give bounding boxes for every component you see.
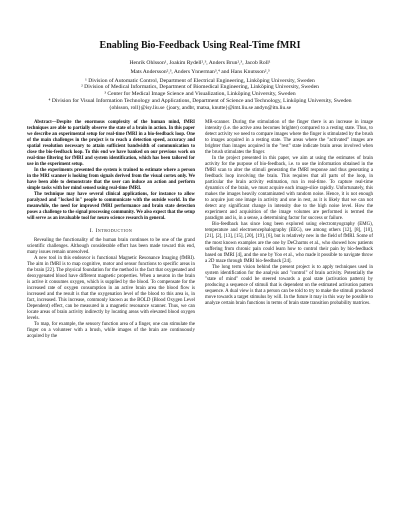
section-heading-introduction: I. Introduction [89, 227, 133, 234]
authors-line-2: Mats Andersson²,³, Anders Ynnerman³,⁴ and Hans Knutsson²,³ [130, 68, 270, 75]
two-column-body [27, 120, 373, 341]
affiliation-4: ⁴ Division for Visual Information Technology and Applications, Department of Science and Technology, Linköping University, Sweden [48, 97, 352, 104]
abstract-paragraph: The technique may have several clinical applications, for instance to allow paralyzed and "locked in" people to communicate with the outside world. In the meanwhile, the need for improved fMRI performance and brain state detection poses a challenge to the signal processing community. We also expect that the setup will serve as an invaluable tool for neuro science research in general. [27, 191, 195, 221]
affiliation-3: ³ Center for Medical Image Science and Visualization, Linköping University, Sweden [104, 91, 296, 98]
author-emails: {ohlsson, roll}@isy.liu.se {joary, andbr, matsa, knutte}@imt.liu.se andyn@itn.liu.se [108, 104, 292, 111]
affiliation-1: ¹ Division of Automatic Control, Department of Electrical Engineering, Linköping University, Sweden [85, 77, 315, 84]
body-paragraph: Bio-feedback has since long been explored using electromyography (EMG), temperature and electroencephalography (EEG), see among others [12], [8], [10], [21], [2], [13], [15], [20], [19], [6], but is relatively new in the field of fMRI. Some of the most known examples are the one by DeCharms et al., who showed how patients suffering from chronic pain could learn how to control their pain by bio-feedback based on fMRI [4], and the one by Yoo et al., who made it possible to navigate throw a 2D maze through fMRI bio-feedback [24]. [205, 222, 373, 264]
abstract-paragraph: In the experiments presented the system is trained to estimate where a person in the MRI scanner is looking from signals derived from the visual cortex only. We have been able to demonstrate that the user can induce an action and perform simple tasks with her mind sensed using real-time fMRI. [27, 167, 195, 191]
body-paragraph: Revealing the functionality of the human brain continues to be one of the grand scientific challenges. Although considerable effort has been made toward this end, many issues remain unresolved. [27, 237, 195, 255]
body-paragraph: MR-scanner. During the stimulation of the finger there is an increase in image intensity (i.e. the active area becomes brighter) compared to a resting state. Thus, to detect activity we need to compare images where the finger is stimulated by the brush to images acquired in a resting state. The areas where the "activated" images are brighter than images acquired in the "rest" state indicate brain areas involved when the brush stimulates the finger. [205, 119, 373, 155]
introduction-text [27, 238, 195, 341]
body-paragraph: A new tool in this endeavor is functional Magnetic Resonance Imaging (fMRI). The aim in fMRI is to map cognitive, motor and sensor functions to specific areas in the brain [22]. The physical foundation for the method is the fact that oxygenated and deoxygenated blood have different magnetic properties. When a neuron in the brain is active it consumes oxygen, which is supplied by the blood. To compensate for the increased rate of oxygen consumption in an active brain area the blood flow is increased and the result is that the oxygenation level of the blood to this area is, in fact, increased. This increase, commonly known as the BOLD (Blood Oxygen Level Dependent) effect, can be measured in a magnetic resonance scanner. Thus, we can locate areas of brain activity indirectly by locating areas with elevated blood oxygen levels. [27, 255, 195, 322]
right-column [205, 120, 373, 341]
authors-line-1: Henrik Ohlsson¹, Joakim Rydell²,³, Anders Brun²,³, Jacob Roll¹ [129, 60, 271, 66]
body-paragraph: To map, for example, the sensory function area of a finger, one can stimulate the finger on a volunteer with a brush, while images of the brain are continuously acquired by the [27, 322, 195, 340]
abstract [27, 120, 195, 222]
paper-title: Enabling Bio-Feedback Using Real-Time fMRI [99, 40, 301, 51]
body-paragraph: In the project presented in this paper, we aim at using the estimates of brain activity for the purpose of bio-feedback, i.e. to use the information obtained in the fMRI scan to alter the stimuli generating the fMRI response and thus generating a feedback loop involving the brain. This requires that all parts of the loop, in particular the brain activity estimation, run in real-time. To capture real-time dynamics of the brain, we must acquire each image-slice rapidly. Unfortunately, this makes the images heavily contaminated with random noise. Hence, it is not enough to acquire just one image in activity and one in rest, as it is likely that we can not detect any significant change in intensity due to the high noise level. How the experiment and acquisition of the image volumes are performed is termed the paradigm and is, in a sense, a determining factor for success or failure. [205, 155, 373, 222]
affiliation-2: ² Division of Medical Informatics, Department of Biomedical Engineering, Linköping University, Sweden [81, 84, 319, 91]
abstract-paragraph: Abstract—Despite the enormous complexity of the human mind, fMRI techniques are able to partially observe the state of a brain in action. In this paper we describe an experimental setup for real-time fMRI in a bio-feedback loop. One of the main challenges in the project is to reach a detection speed, accuracy and spatial resolution necessary to attain sufficient bandwidth of communication to close the bio-feedback loop. To this end we have banked on our previous work on real-time filtering for fMRI and system identification, which has been tailored for use in the experiment setup. [27, 119, 195, 167]
left-column [27, 120, 195, 341]
body-paragraph: The long term vision behind the present project is to apply techniques used in system identification for the analysis and "control" of brain activity. Potentially the "state of mind" could be steered towards a goal state (activation pattern) by producing a sequence of stimuli that is dependent on the estimated activation pattern sequence. A dual view is that a person can be told to try to make the stimuli produced move towards a target stimulus by will. In the future it may in this way be possible to analyze certain brain functions in terms of brain state transition probability matrices. [205, 264, 373, 306]
